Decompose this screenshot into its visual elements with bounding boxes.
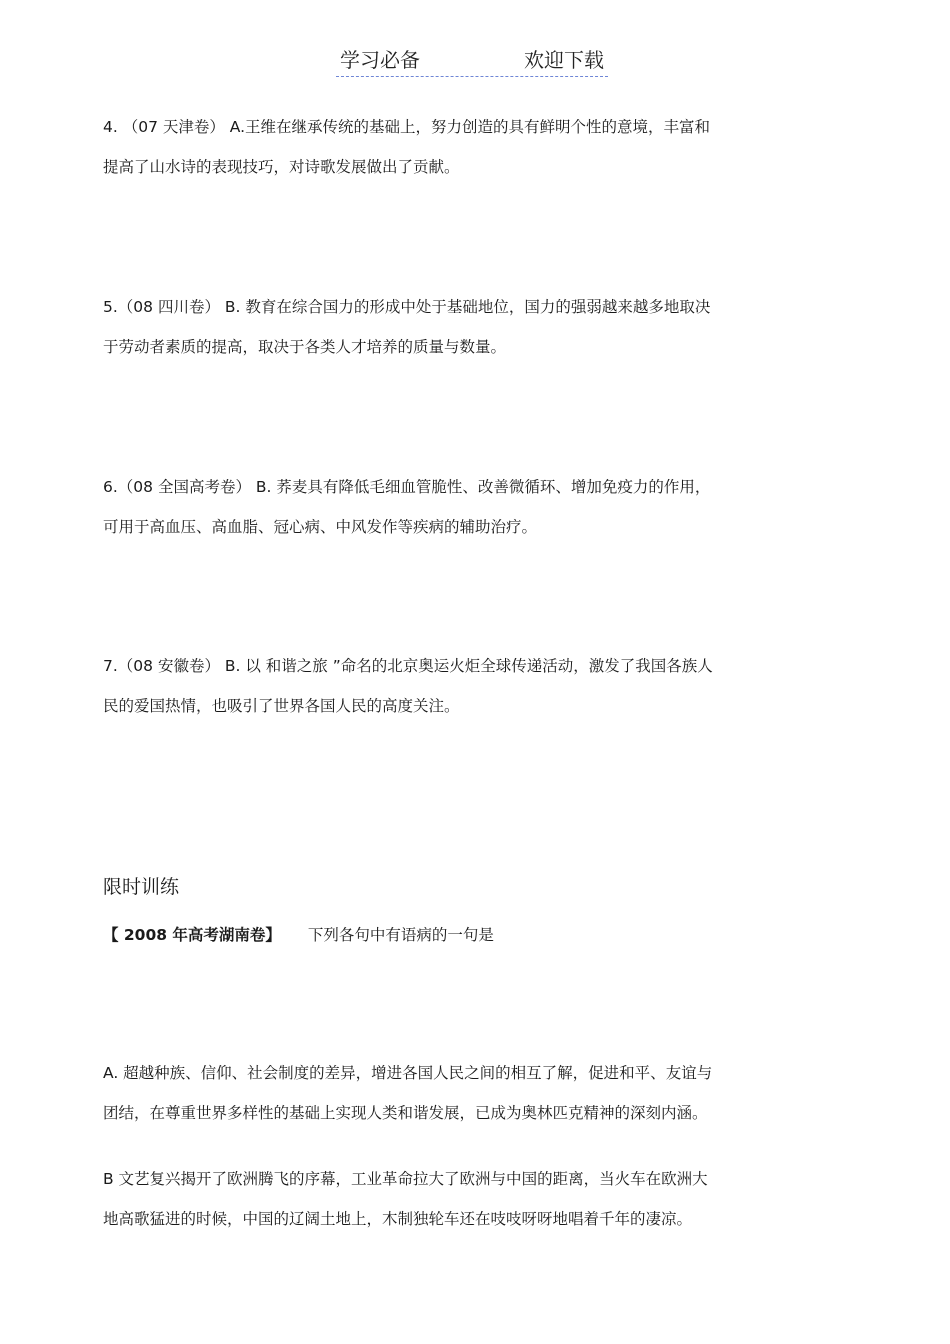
header-right-text: 欢迎下载 bbox=[524, 48, 604, 72]
question-heading bbox=[103, 920, 494, 950]
option-line: B 文艺复兴揭开了欧洲腾飞的序幕，工业革命拉大了欧洲与中国的距离，当火车在欧洲大 bbox=[103, 1170, 708, 1188]
option-a bbox=[103, 1053, 803, 1133]
option-line: 地高歌猛进的时候，中国的辽阔土地上，木制独轮车还在吱吱呀呀地唱着千年的凄凉。 bbox=[103, 1210, 693, 1228]
answer-item-line: 5.（08 四川卷） B. 教育在综合国力的形成中处于基础地位，国力的强弱越来越多地取决 bbox=[103, 298, 711, 316]
question-prompt: 下列各句中有语病的一句是 bbox=[307, 926, 494, 944]
answer-item-5 bbox=[103, 287, 803, 367]
answer-item-6 bbox=[103, 467, 803, 547]
answer-item-line: 6.（08 全国高考卷） B. 荞麦具有降低毛细血管脆性、改善微循环、增加免疫力的作用， bbox=[103, 478, 711, 496]
answer-item-7 bbox=[103, 646, 803, 726]
answer-item-line: 提高了山水诗的表现技巧，对诗歌发展做出了贡献。 bbox=[103, 158, 460, 176]
answer-item-line: 可用于高血压、高血脂、冠心病、中风发作等疾病的辅助治疗。 bbox=[103, 518, 538, 536]
option-line: A. 超越种族、信仰、社会制度的差异，增进各国人民之间的相互了解，促进和平、友谊与 bbox=[103, 1064, 713, 1082]
option-b bbox=[103, 1159, 803, 1239]
header-left-text: 学习必备 bbox=[340, 48, 420, 72]
answer-item-line: 4. （07 天津卷） A.王维在继承传统的基础上，努力创造的具有鲜明个性的意境，丰富和 bbox=[103, 118, 711, 136]
question-source: 【 2008 年高考湖南卷】 bbox=[103, 926, 281, 944]
answer-item-line: 民的爱国热情，也吸引了世界各国人民的高度关注。 bbox=[103, 697, 460, 715]
section-title: 限时训练 bbox=[103, 876, 180, 898]
answer-item-4 bbox=[103, 107, 803, 187]
page-header bbox=[336, 44, 608, 77]
answer-item-line: 7.（08 安徽卷） B. 以 和谐之旅 ”命名的北京奥运火炬全球传递活动，激发了我国各族人 bbox=[103, 657, 713, 675]
option-line: 团结，在尊重世界多样性的基础上实现人类和谐发展，已成为奥林匹克精神的深刻内涵。 bbox=[103, 1104, 708, 1122]
answer-item-line: 于劳动者素质的提高，取决于各类人才培养的质量与数量。 bbox=[103, 338, 507, 356]
